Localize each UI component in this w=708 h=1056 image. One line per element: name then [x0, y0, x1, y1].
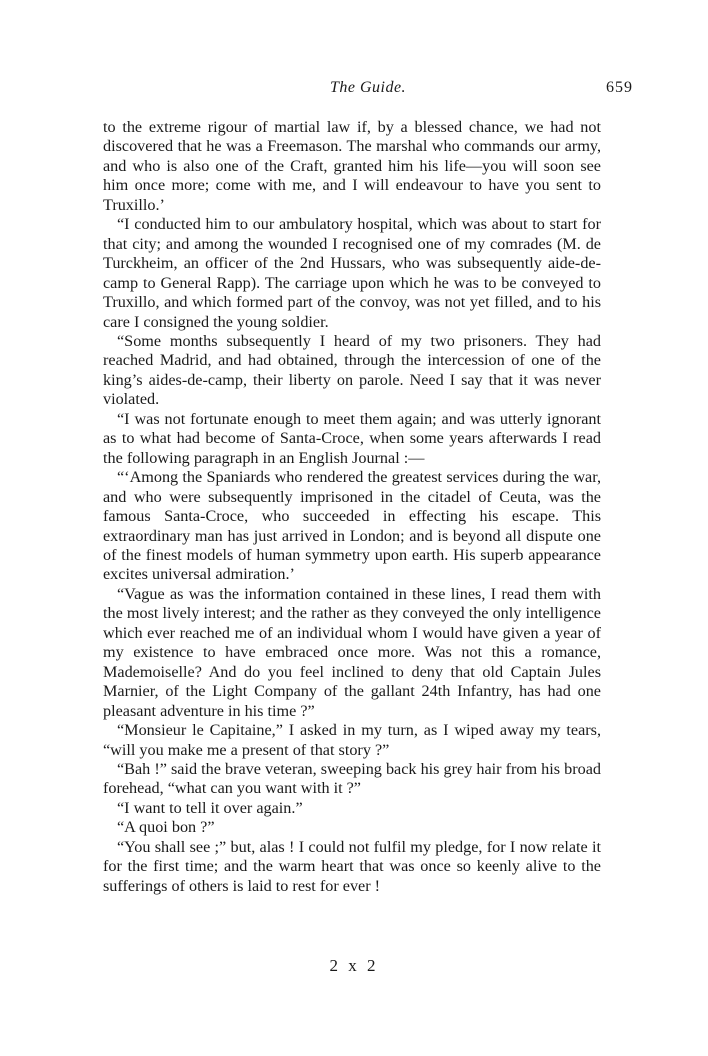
paragraph: “I want to tell it over again.”: [117, 798, 303, 817]
paragraph: “‘Among the Spaniards who rendered the greatest services during the war, and who were subsequently imprisoned in the citadel of Ceuta, was the famous Santa-Croce, who succeeded in effecting his escape. This extraordinary man has just arrived in London; and is beyond all dispute one of the finest models of human symmetry upon earth. His superb appearance excites universal admiration.’: [103, 468, 601, 584]
page-number: 659: [606, 79, 633, 96]
paragraph: “Vague as was the information contained in these lines, I read them with the most lively interest; and the rather as they conveyed the only intelligence which ever reached me of an individual whom I would have given a year of my existence to have embraced once more. Was not this a romance, Mademoiselle? And do you feel inclined to deny that old Captain Jules Marnier, of the Light Company of the gallant 24th Infantry, has had one pleasant adventure in his time ?”: [103, 584, 601, 720]
running-title: The Guide.: [329, 79, 407, 96]
paragraph: “Bah !” said the brave veteran, sweeping back his grey hair from his broad forehead, “what can you want with it ?”: [103, 759, 601, 798]
paragraph: “A quoi bon ?”: [117, 818, 215, 837]
paragraph: “Monsieur le Capitaine,” I asked in my turn, as I wiped away my tears, “will you make me a present of that story ?”: [103, 721, 601, 759]
paragraph: “Some months subsequently I heard of my two prisoners. They had reached Madrid, and had obtained, through the intercession of one of the king’s aides-de-camp, their liberty on parole. Need I say that it was never violated.: [103, 331, 601, 409]
paragraph: “You shall see ;” but, alas ! I could not fulfil my pledge, for I now relate it for the first time; and the warm heart that was once so keenly alive to the sufferings of others is laid to rest for ever !: [103, 837, 601, 895]
body-text: [103, 118, 601, 896]
running-header: [103, 79, 633, 103]
paragraph: “I was not fortunate enough to meet them again; and was utterly ignorant as to what had become of Santa-Croce, when some years afterwards I read the following paragraph in an English Journal :—: [103, 409, 601, 467]
paragraph: “I conducted him to our ambulatory hospital, which was about to start for that city; and among the wounded I recognised one of my comrades (M. de Turckheim, an officer of the 2nd Hussars, who was subsequently aide-de-camp to General Rapp). The carriage upon which he was to be conveyed to Truxillo, and which formed part of the convoy, was not yet filled, and to his care I consigned the young soldier.: [103, 215, 601, 331]
paragraph: to the extreme rigour of martial law if, by a blessed chance, we had not discovered that he was a Freemason. The marshal who commands our army, and who is also one of the Craft, granted him his life—you will soon see him once more; come with me, and I will endeavour to have you sent to Truxillo.’: [103, 118, 601, 214]
signature-mark: 2 x 2: [329, 956, 379, 975]
